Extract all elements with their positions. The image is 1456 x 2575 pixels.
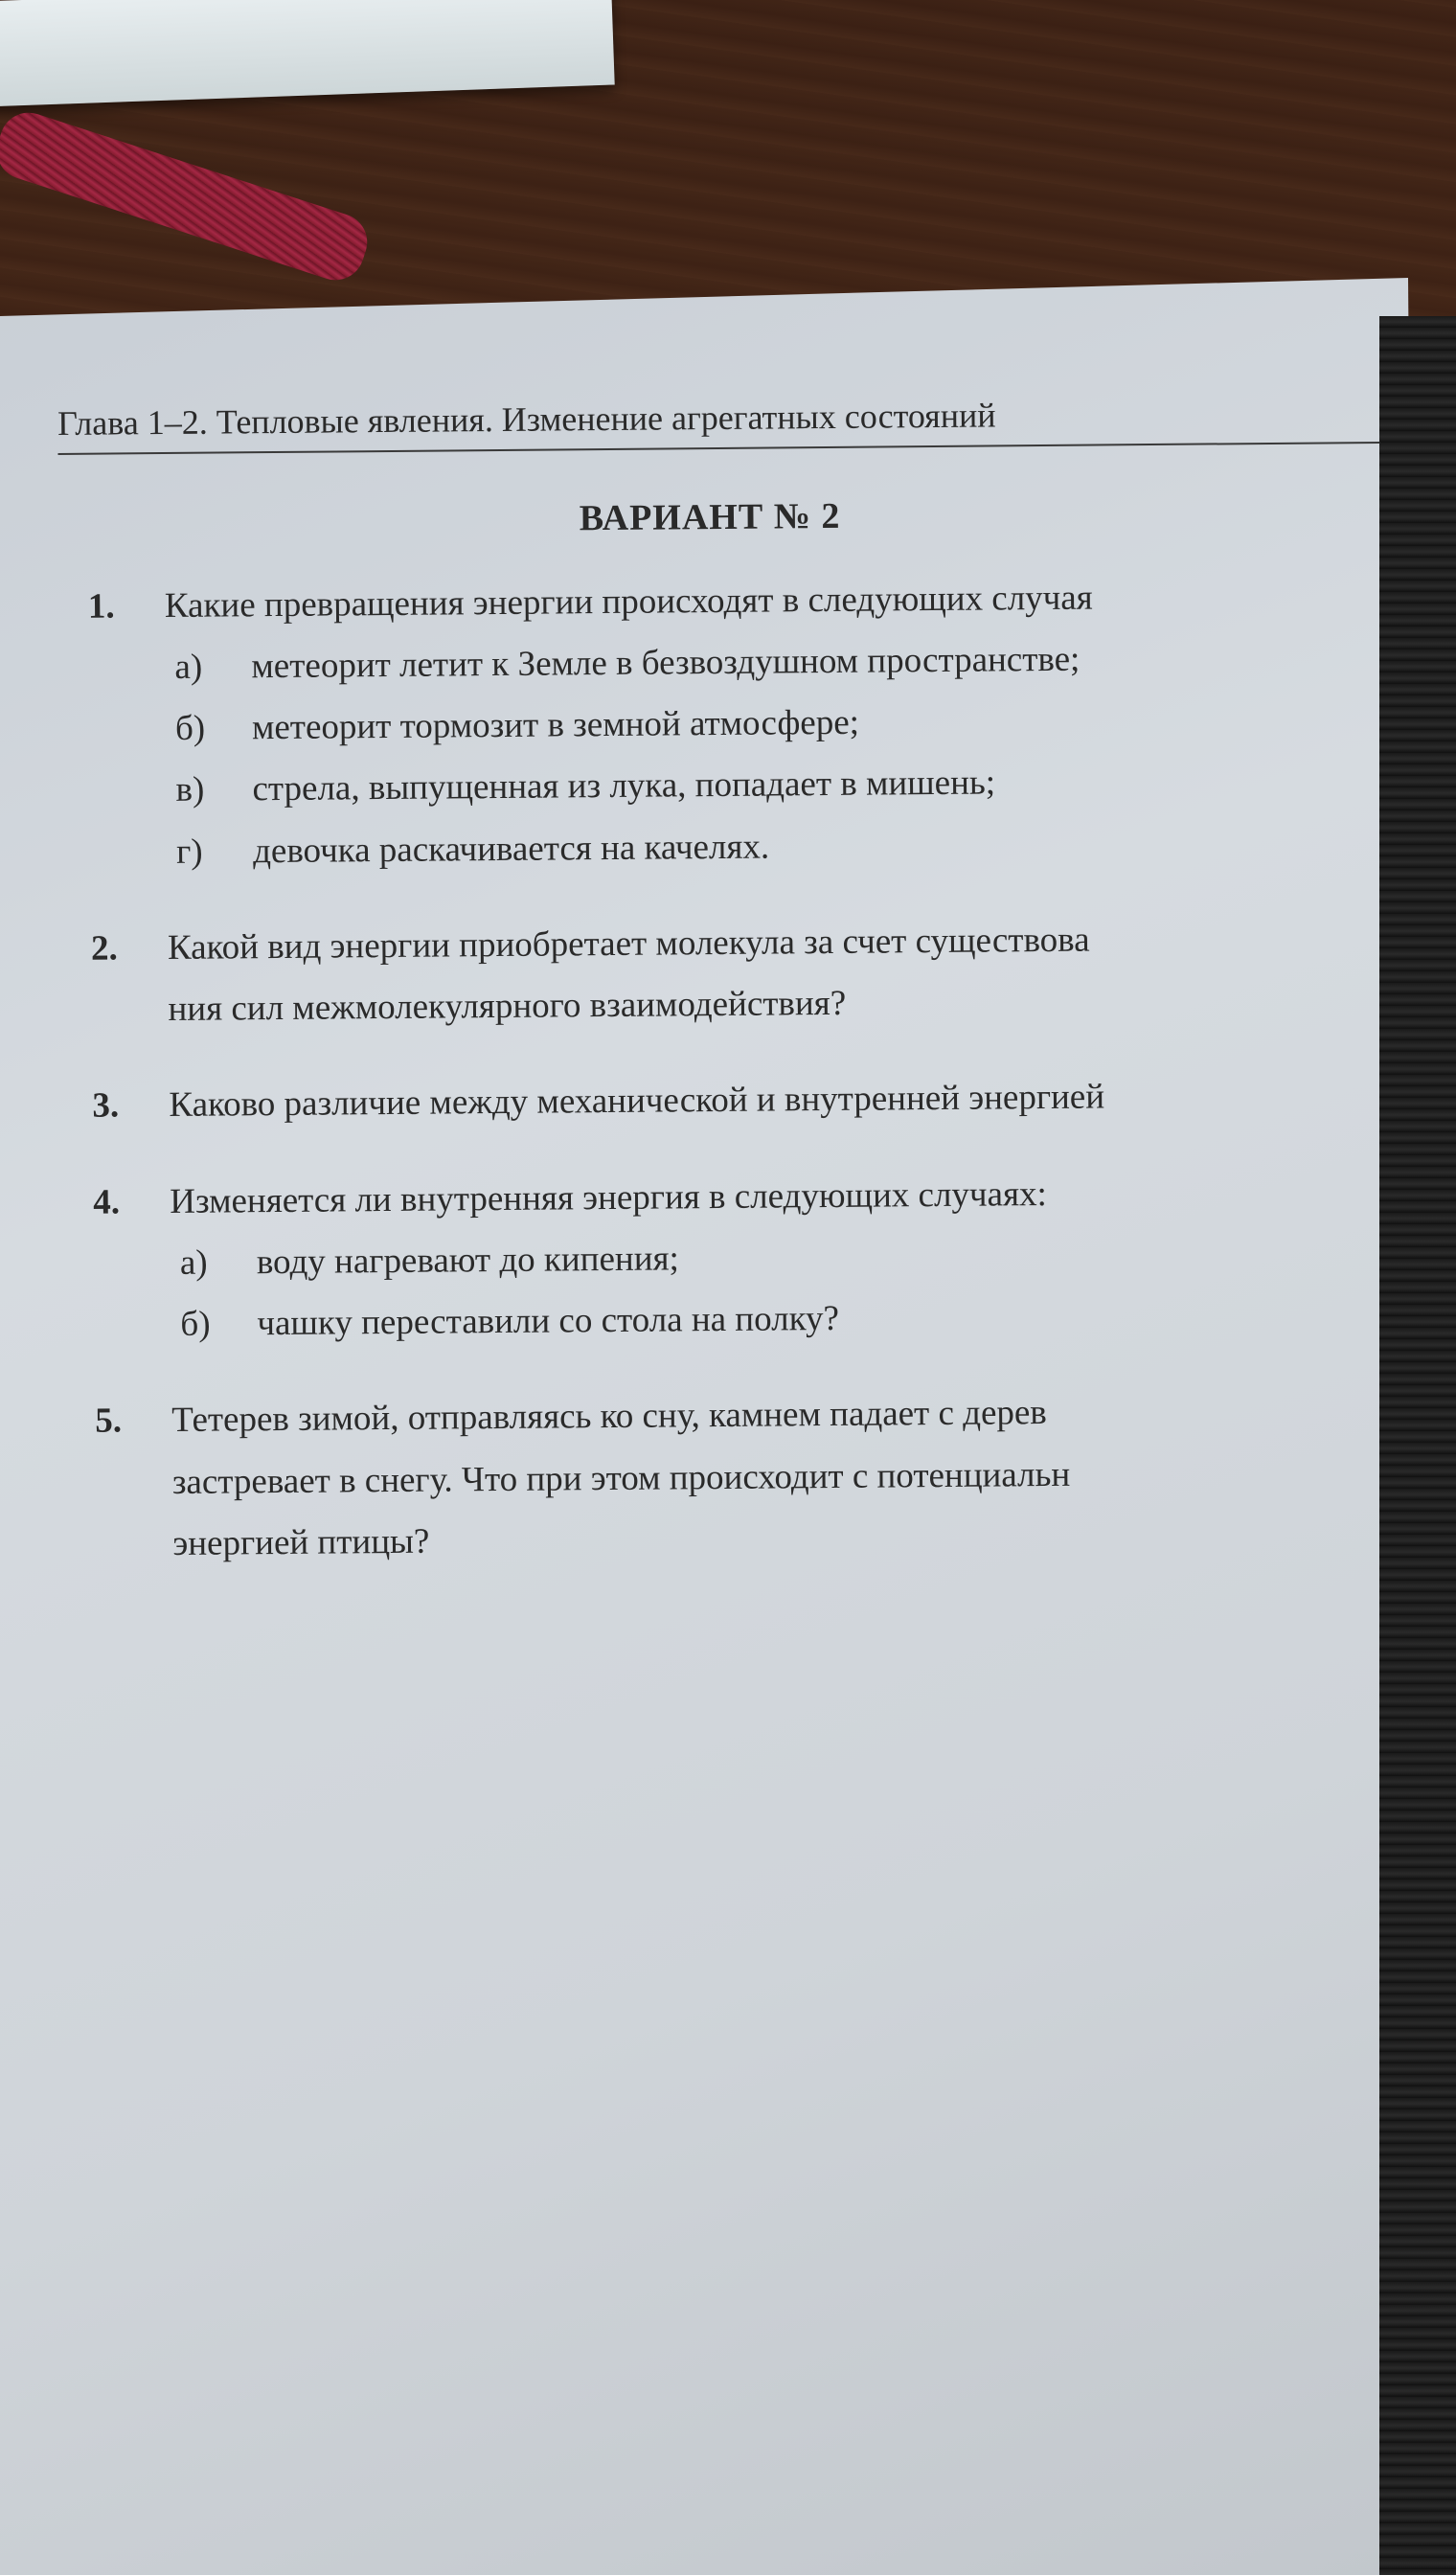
question-text-line: энергией птицы? [172, 1521, 430, 1563]
question-text-line: Тетерев зимой, отправляясь ко сну, камнем падает с дерев [171, 1393, 1047, 1441]
question-item [64, 1169, 1407, 1365]
option-label: б) [180, 1304, 211, 1344]
question-body [169, 1073, 1405, 1146]
option-text: стрела, выпущенная из лука, попадает в мишень; [252, 763, 996, 809]
option-label: а) [179, 1242, 208, 1283]
answer-option [171, 1292, 1406, 1348]
option-label: в) [175, 769, 205, 810]
option-text: чашку переставили со стола на полку? [257, 1298, 840, 1344]
answer-option-list [165, 635, 1402, 875]
question-item [62, 916, 1404, 1051]
question-number: 3. [92, 1085, 120, 1126]
question-text-line: Какие превращения энергии происходят в следующих случая [164, 578, 1093, 626]
question-number: 5. [95, 1401, 123, 1441]
answer-option [167, 819, 1402, 875]
question-body [170, 1169, 1407, 1364]
question-number: 1. [87, 585, 115, 627]
question-body [171, 1388, 1409, 1584]
question-number: 2. [90, 928, 118, 968]
question-item [63, 1073, 1405, 1146]
chapter-header: Глава 1–2. Тепловые явления. Изменение агрегатных состояний [57, 391, 1379, 455]
question-item [59, 573, 1403, 892]
option-label: а) [174, 647, 203, 687]
question-text-line: застревает в снегу. Что при этом происходит с потенциальн [171, 1454, 1071, 1502]
option-text: девочка раскачивается на качелях. [252, 827, 770, 871]
question-body [165, 573, 1403, 891]
question-list [59, 573, 1409, 1584]
question-text-line: Каково различие между механической и внутренней энергией [169, 1077, 1105, 1126]
question-text-line: Какой вид энергии приобретает молекула за счет существова [167, 920, 1090, 968]
option-label: б) [174, 708, 206, 748]
question-text-line: ния сил межмолекулярного взаимодействия? [168, 983, 847, 1030]
answer-option [171, 1230, 1406, 1286]
question-number: 4. [93, 1181, 121, 1222]
worksheet-content [57, 391, 1409, 1619]
option-label: г) [175, 832, 203, 872]
variant-title: ВАРИАНТ № 2 [579, 495, 841, 539]
option-text: метеорит тормозит в земной атмосфере; [251, 702, 860, 748]
option-text: воду нагревают до кипения; [256, 1239, 680, 1282]
question-item [66, 1388, 1409, 1584]
question-text-line: Изменяется ли внутренняя энергия в следующих случаях: [170, 1174, 1047, 1221]
option-text: метеорит летит к Земле в безвоздушном пространстве; [251, 639, 1081, 686]
answer-option [166, 758, 1401, 813]
answer-option [166, 696, 1401, 752]
answer-option-list [171, 1230, 1407, 1347]
question-body [168, 916, 1404, 1050]
answer-option [165, 635, 1400, 691]
